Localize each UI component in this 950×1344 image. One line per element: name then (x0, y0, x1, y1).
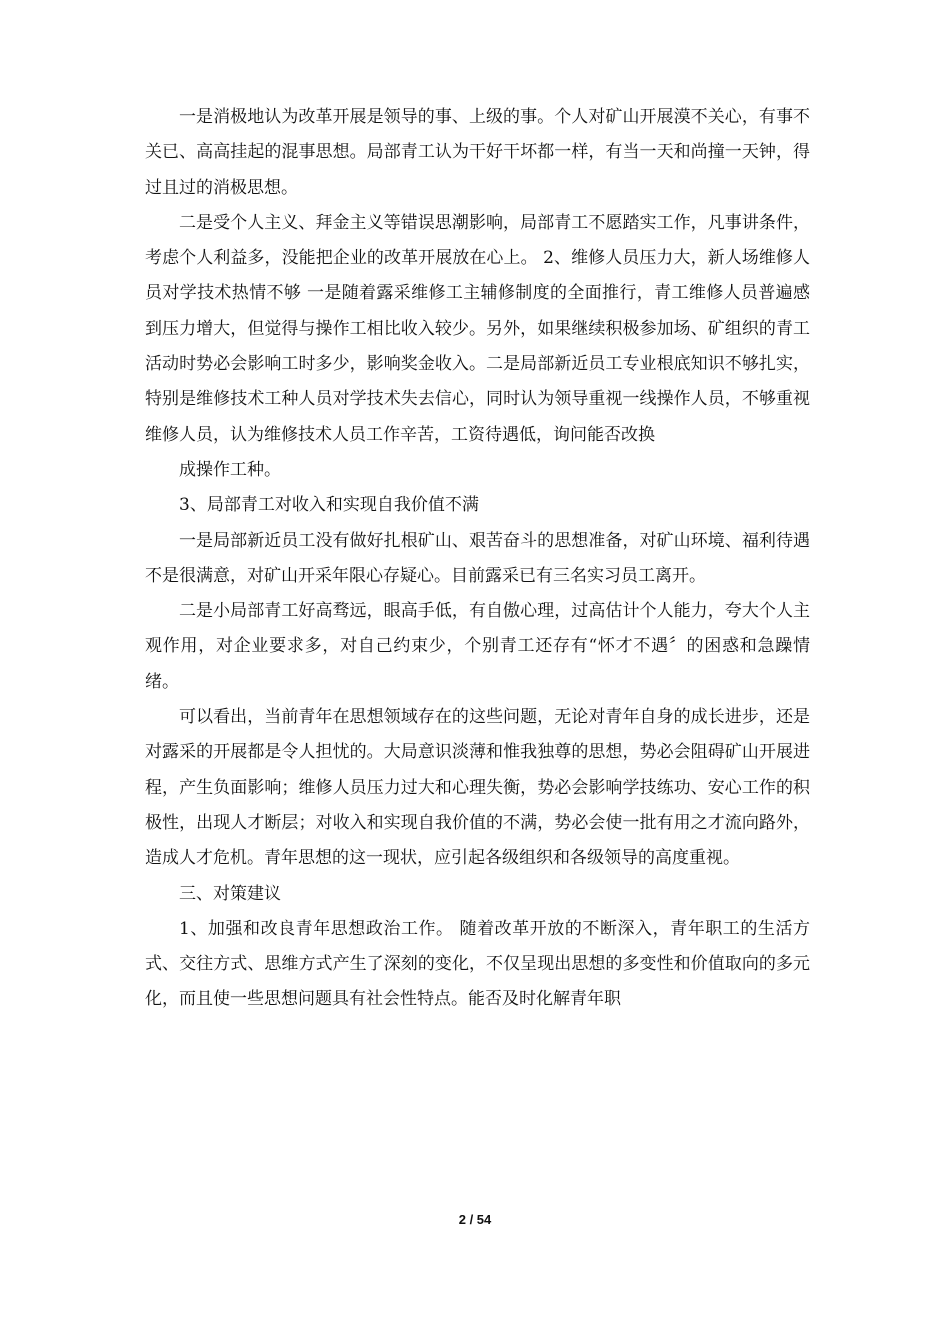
paragraph-negative-attitude: 一是消极地认为改革开展是领导的事、上级的事。个人对矿山开展漠不关心，有事不关已、高高挂起的混事思想。局部青工认为干好干坏都一样，有当一天和尚撞一天钟，得过且过的消极思想。 (145, 107, 810, 198)
paragraph-ambition: 二是小局部青工好高骛远，眼高手低，有自傲心理，过高估计个人能力，夸大个人主观作用，对企业要求多，对自己约束少，个别青工还存有“怀才不遇〞的困惑和急躁情绪。 (145, 601, 810, 692)
page-number: 2 / 54 (458, 1212, 492, 1227)
paragraph-individualism: 二是受个人主义、拜金主义等错误思潮影响，局部青工不愿踏实工作，凡事讲条件，考虑个人利益多，没能把企业的改革开展放在心上。 2、维修人员压力大，新人场维修人员对学技术热情不够 一是随着露采维修工主辅修制度的全面推行，青工维修人员普遍感到压力增大，但觉得与操作工相比收入较少。另外，如果继续积极参加场、矿组织的青工活动时势必会影响工时多少，影响奖金收入。二是局部新近员工专业根底知识不够扎实，特别是维修技术工种人员对学技术失去信心，同时认为领导重视一线操作人员，不够重视维修人员，认为维修技术人员工作辛苦，工资待遇低，询问能否改换 (145, 212, 810, 445)
paragraph-operator-job: 成操作工种。 (179, 459, 281, 480)
section-heading-suggestions: 三、对策建议 (179, 883, 281, 904)
document-body (145, 100, 810, 1018)
paragraph-conclusion: 可以看出，当前青年在思想领域存在的这些问题，无论对青年自身的成长进步，还是对露采的开展都是令人担忧的。大局意识淡薄和惟我独尊的思想，势必会阻碍矿山开展进程，产生负面影响；维修人员压力过大和心理失衡，势必会影响学技练功、安心工作的积极性，出现人才断层；对收入和实现自我价值的不满，势必会使一批有用之才流向路外，造成人才危机。青年思想的这一现状，应引起各级组织和各级领导的高度重视。 (145, 707, 810, 869)
section-heading-income: 3、局部青工对收入和实现自我价值不满 (179, 495, 479, 516)
paragraph-new-staff: 一是局部新近员工没有做好扎根矿山、艰苦奋斗的思想准备，对矿山环境、福利待遇不是很满意，对矿山开采年限心存疑心。目前露采已有三名实习员工离开。 (145, 530, 810, 586)
paragraph-political-work: 1、加强和改良青年思想政治工作。 随着改革开放的不断深入，青年职工的生活方式、交往方式、思维方式产生了深刻的变化，不仅呈现出思想的多变性和价值取向的多元化，而且使一些思想问题具有社会性特点。能否及时化解青年职 (145, 918, 810, 1010)
